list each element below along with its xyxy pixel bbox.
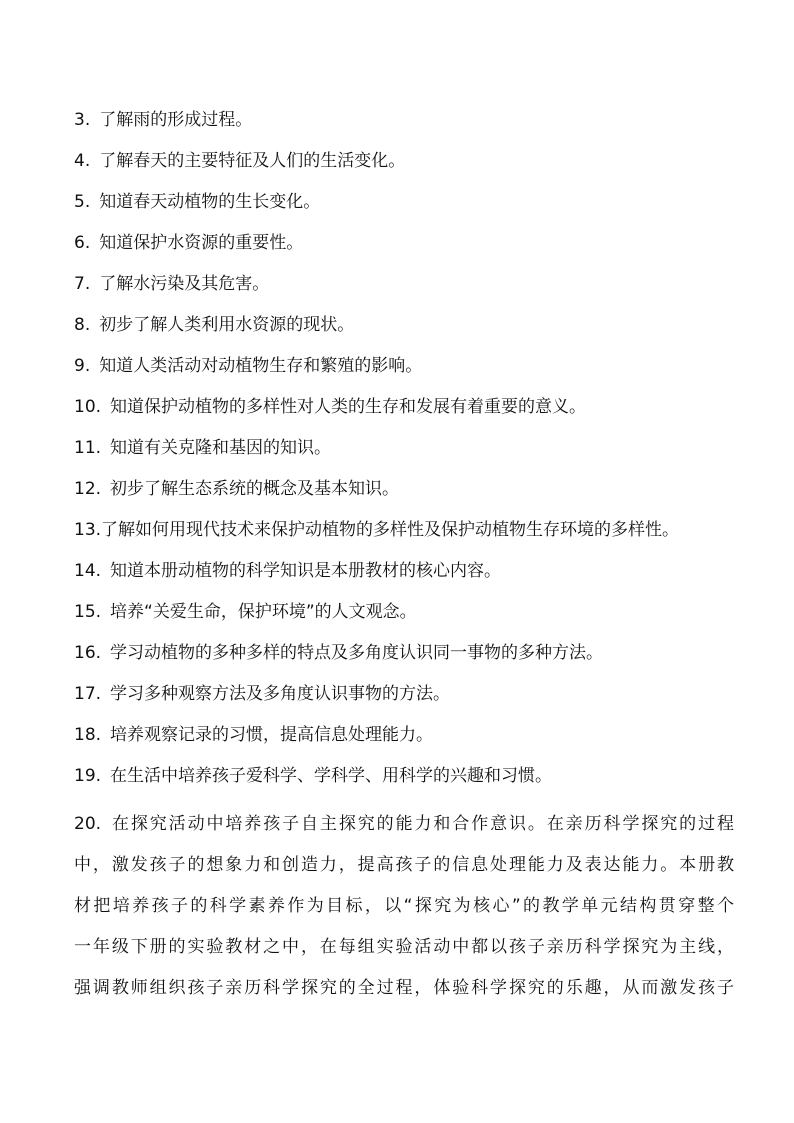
list-item [74, 141, 734, 182]
item-number: 17. [74, 684, 102, 704]
item-text: 知道人类活动对动植物生存和繁殖的影响。 [99, 356, 423, 376]
item-text: 知道春天动植物的生长变化。 [99, 192, 321, 212]
list-item [74, 264, 734, 305]
item-number: 8. [74, 315, 91, 335]
list-item [74, 100, 734, 141]
list-item [74, 428, 734, 469]
paragraph-line: 中，激发孩子的想象力和创造力，提高孩子的信息处理能力及表达能力。本册教 [74, 855, 734, 875]
item-text: 了解春天的主要特征及人们的生活变化。 [99, 151, 406, 171]
item-number: 5. [74, 192, 91, 212]
list-item [74, 182, 734, 223]
item-text: 初步了解人类利用水资源的现状。 [99, 315, 355, 335]
objective-list [74, 100, 734, 797]
item-text: 知道有关克隆和基因的知识。 [110, 438, 332, 458]
item-number: 13. [74, 520, 102, 540]
list-item [74, 346, 734, 387]
item-number: 20. [74, 814, 102, 834]
item-number: 9. [74, 356, 91, 376]
item-number: 6. [74, 233, 91, 253]
list-item [74, 633, 734, 674]
paragraph-line: 强调教师组织孩子亲历科学探究的全过程，体验科学探究的乐趣，从而激发孩子 [74, 978, 734, 998]
list-item [74, 223, 734, 264]
paragraph-line [74, 804, 734, 845]
list-item [74, 592, 734, 633]
item-number: 11. [74, 438, 102, 458]
paragraph-line: 一年级下册的实验教材之中，在每组实验活动中都以孩子亲历科学探究为主线， [74, 937, 734, 957]
list-item [74, 551, 734, 592]
item-text: 学习多种观察方法及多角度认识事物的方法。 [110, 684, 451, 704]
item-text: 了解如何用现代技术来保护动植物的多样性及保护动植物生存环境的多样性。 [101, 520, 680, 540]
item-text: 知道保护动植物的多样性对人类的生存和发展有着重要的意义。 [110, 397, 587, 417]
item-number: 15. [74, 602, 102, 622]
item-number: 10. [74, 397, 102, 417]
list-item [74, 756, 734, 797]
item-text: 培养“关爱生命，保护环境”的人文观念。 [110, 602, 417, 622]
item-text: 初步了解生态系统的概念及基本知识。 [110, 479, 400, 499]
objective-paragraph [74, 804, 734, 1009]
list-item [74, 510, 734, 551]
item-text: 在生活中培养孩子爱科学、学科学、用科学的兴趣和习惯。 [110, 766, 553, 786]
paragraph-line: 材把培养孩子的科学素养作为目标，以“探究为核心”的教学单元结构贯穿整个 [74, 896, 734, 916]
item-number: 16. [74, 643, 102, 663]
item-text: 学习动植物的多种多样的特点及多角度认识同一事物的多种方法。 [110, 643, 604, 663]
list-item [74, 305, 734, 346]
item-text: 知道本册动植物的科学知识是本册教材的核心内容。 [110, 561, 502, 581]
item-text: 了解雨的形成过程。 [99, 110, 253, 130]
list-item [74, 387, 734, 428]
item-number: 19. [74, 766, 102, 786]
item-number: 3. [74, 110, 91, 130]
item-text: 了解水污染及其危害。 [99, 274, 270, 294]
paragraph-text: 在探究活动中培养孩子自主探究的能力和合作意识。在亲历科学探究的过程 [110, 814, 734, 834]
list-item [74, 469, 734, 510]
list-item [74, 715, 734, 756]
item-text: 培养观察记录的习惯，提高信息处理能力。 [110, 725, 434, 745]
item-number: 12. [74, 479, 102, 499]
item-number: 4. [74, 151, 91, 171]
item-text: 知道保护水资源的重要性。 [99, 233, 304, 253]
item-number: 14. [74, 561, 102, 581]
item-number: 18. [74, 725, 102, 745]
list-item [74, 674, 734, 715]
item-number: 7. [74, 274, 91, 294]
